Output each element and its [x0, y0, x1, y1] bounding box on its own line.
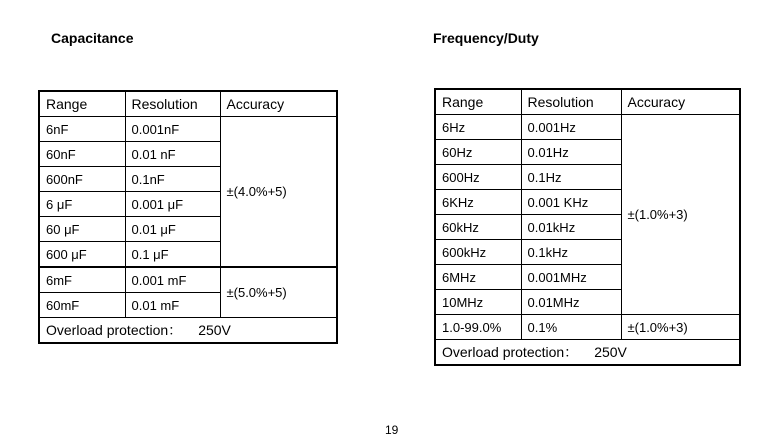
range-cell: 600Hz: [435, 165, 521, 190]
resolution-cell: 0.1 μF: [125, 242, 220, 268]
accuracy-cell: ±(5.0%+5): [220, 267, 337, 318]
table-header-row: [39, 91, 337, 117]
range-cell: 10MHz: [435, 290, 521, 315]
overload-label: Overload protection：: [442, 343, 579, 360]
resolution-cell: 0.1nF: [125, 167, 220, 192]
range-cell: 600 μF: [39, 242, 125, 268]
resolution-cell: 0.01 μF: [125, 217, 220, 242]
resolution-cell: 0.001 KHz: [521, 190, 621, 215]
resolution-cell: 0.1kHz: [521, 240, 621, 265]
table-row: [39, 117, 337, 142]
table-header-row: [435, 89, 740, 115]
range-cell: 6mF: [39, 267, 125, 293]
duty-row: [435, 315, 740, 340]
accuracy-cell: ±(4.0%+5): [220, 117, 337, 268]
range-cell: 600kHz: [435, 240, 521, 265]
frequency-duty-title: Frequency/Duty: [433, 30, 539, 46]
header-accuracy: Accuracy: [220, 91, 337, 117]
range-cell: 600nF: [39, 167, 125, 192]
resolution-cell: 0.1%: [521, 315, 621, 340]
range-cell: 6KHz: [435, 190, 521, 215]
range-cell: 60Hz: [435, 140, 521, 165]
range-cell: 1.0-99.0%: [435, 315, 521, 340]
overload-row: [435, 340, 740, 366]
overload-row: [39, 318, 337, 344]
resolution-cell: 0.001Hz: [521, 115, 621, 140]
range-cell: 60mF: [39, 293, 125, 318]
overload-cell: [39, 318, 337, 344]
overload-cell: [435, 340, 740, 366]
resolution-cell: 0.001MHz: [521, 265, 621, 290]
frequency-spec-table: [434, 88, 741, 366]
range-cell: 6MHz: [435, 265, 521, 290]
capacitance-spec-table: [38, 90, 338, 344]
resolution-cell: 0.01MHz: [521, 290, 621, 315]
resolution-cell: 0.001nF: [125, 117, 220, 142]
range-cell: 60 μF: [39, 217, 125, 242]
range-cell: 6nF: [39, 117, 125, 142]
header-resolution: Resolution: [521, 89, 621, 115]
resolution-cell: 0.1Hz: [521, 165, 621, 190]
accuracy-cell: ±(1.0%+3): [621, 115, 740, 315]
header-accuracy: Accuracy: [621, 89, 740, 115]
resolution-cell: 0.01kHz: [521, 215, 621, 240]
header-range: Range: [39, 91, 125, 117]
capacitance-title: Capacitance: [51, 30, 134, 46]
overload-value: 250V: [594, 343, 627, 360]
header-range: Range: [435, 89, 521, 115]
overload-value: 250V: [198, 321, 231, 338]
overload-label: Overload protection：: [46, 321, 183, 338]
resolution-cell: 0.001 mF: [125, 267, 220, 293]
header-resolution: Resolution: [125, 91, 220, 117]
range-cell: 6 μF: [39, 192, 125, 217]
range-cell: 60kHz: [435, 215, 521, 240]
table-row: [435, 115, 740, 140]
range-cell: 6Hz: [435, 115, 521, 140]
resolution-cell: 0.01 nF: [125, 142, 220, 167]
table-row: [39, 267, 337, 293]
page-number: 19: [385, 423, 399, 437]
resolution-cell: 0.01 mF: [125, 293, 220, 318]
accuracy-cell: ±(1.0%+3): [621, 315, 740, 340]
resolution-cell: 0.01Hz: [521, 140, 621, 165]
range-cell: 60nF: [39, 142, 125, 167]
resolution-cell: 0.001 μF: [125, 192, 220, 217]
